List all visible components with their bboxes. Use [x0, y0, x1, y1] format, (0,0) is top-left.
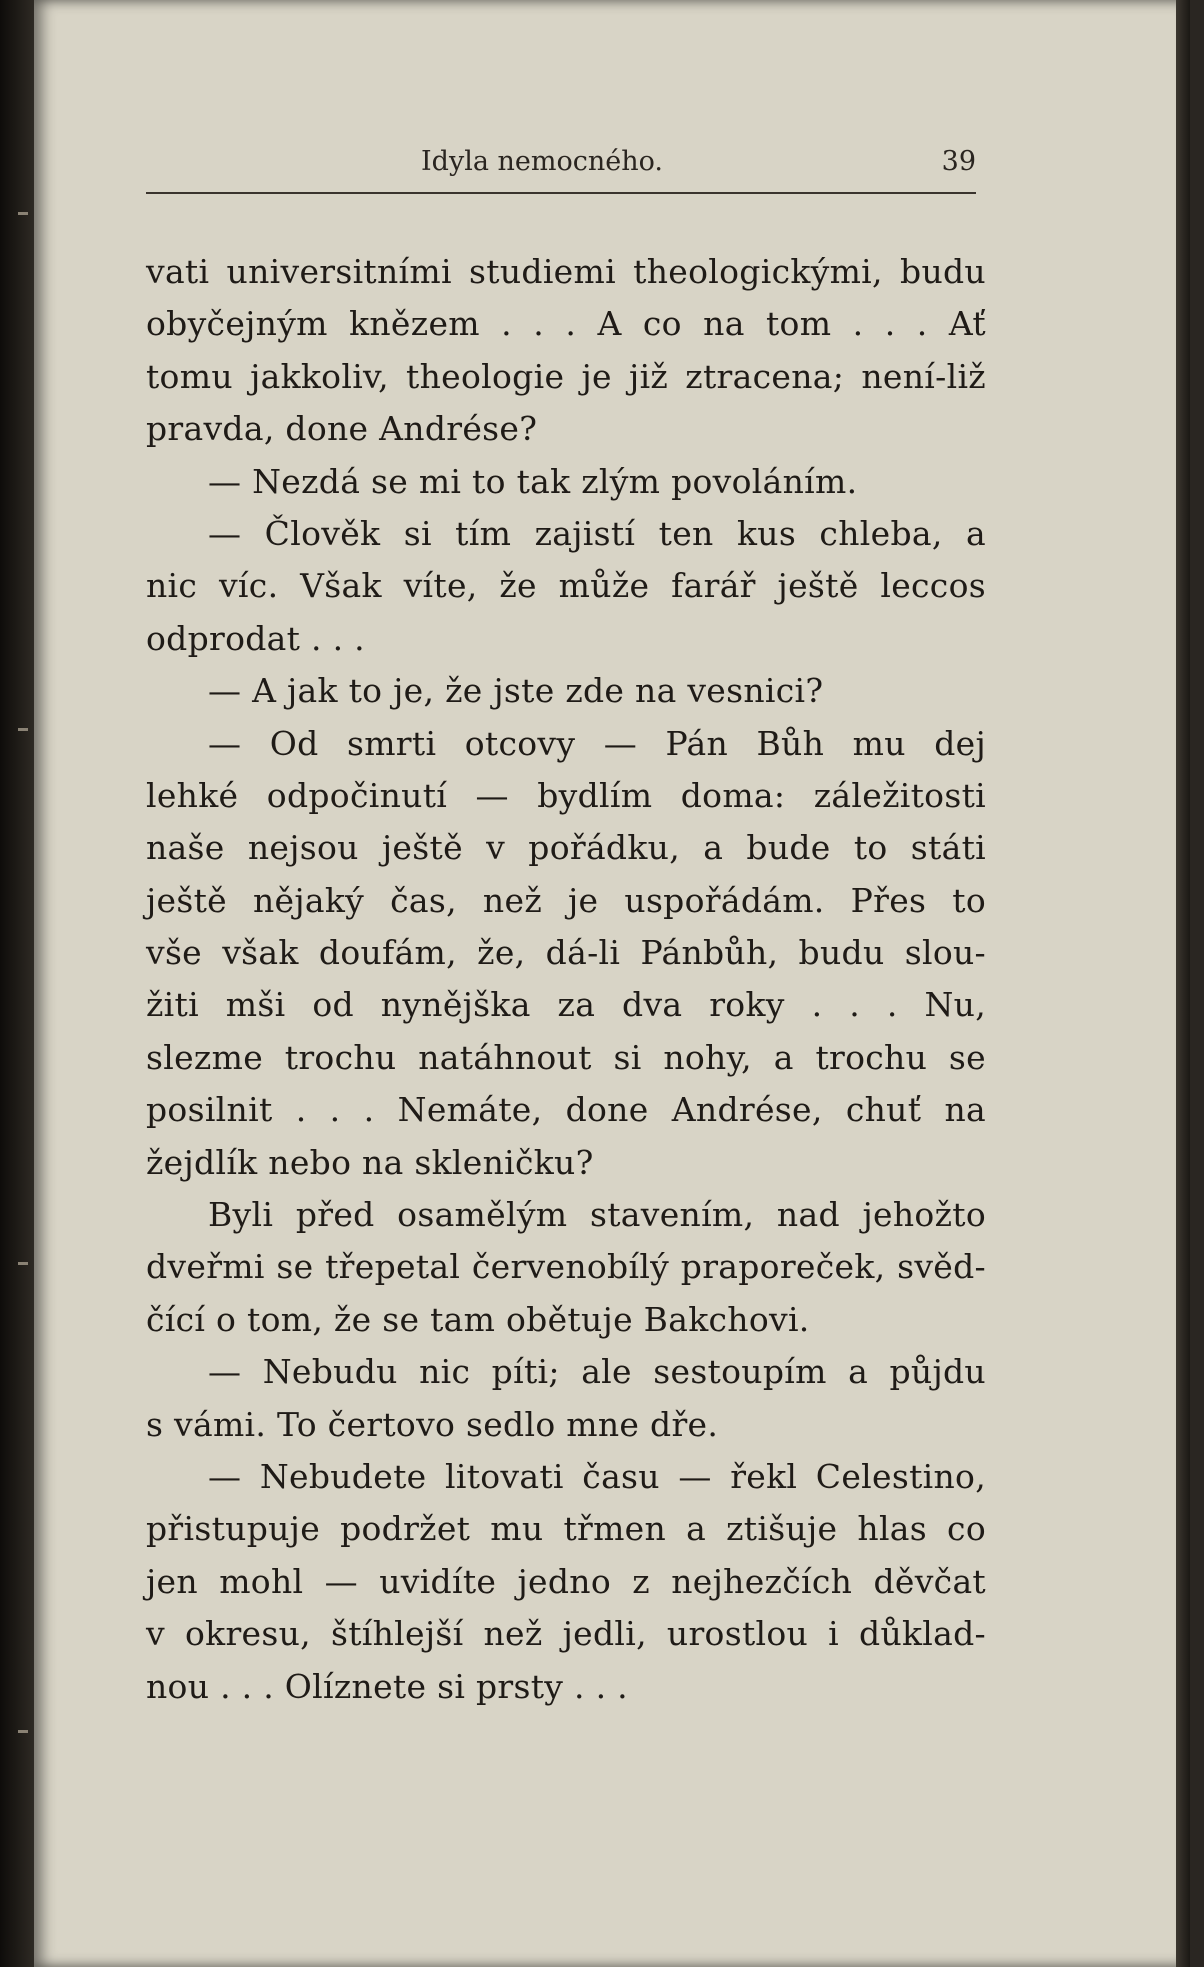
running-header — [146, 140, 976, 184]
text-line: odprodat . . . — [146, 618, 365, 658]
text-line: — A jak to je, že jste zde na vesnici? — [208, 671, 824, 711]
binding-thread-mark — [18, 212, 28, 215]
text-line: pravda, done Andrése? — [146, 409, 538, 449]
text-line: lehké odpočinutí — bydlím doma: záležitosti — [146, 775, 986, 815]
text-line: slezme trochu natáhnout si nohy, a trochu se — [146, 1037, 986, 1077]
text-line: ještě nějaký čas, než je uspořádám. Přes to — [146, 880, 986, 920]
book-spine-shadow — [0, 0, 34, 1967]
text-line: naše nejsou ještě v pořádku, a bude to státi — [146, 828, 986, 868]
binding-thread-mark — [18, 728, 28, 731]
text-line: čící o tom, že se tam obětuje Bakchovi. — [146, 1299, 810, 1339]
text-line: vše však doufám, že, dá-li Pánbůh, budu slou- — [146, 933, 986, 973]
text-line: Byli před osamělým stavením, nad jehožto — [208, 1195, 986, 1235]
text-line: vati universitními studiemi theologickými, budu — [146, 252, 986, 291]
header-rule — [146, 192, 976, 194]
body-text — [146, 246, 986, 1713]
text-line: — Od smrti otcovy — Pán Bůh mu dej — [208, 723, 986, 763]
text-line: žiti mši od nynějška za dva roky . . . Nu, — [146, 985, 986, 1025]
text-line: tomu jakkoliv, theologie je již ztracena; není-liž — [146, 356, 986, 396]
page-edge-shadow — [1176, 0, 1190, 1967]
text-line: — Nezdá se mi to tak zlým povoláním. — [208, 461, 858, 501]
binding-thread-mark — [18, 1730, 28, 1733]
text-line: obyčejným knězem . . . A co na tom . . . Ať — [146, 304, 986, 344]
text-line: — Nebudu nic píti; ale sestoupím a půjdu — [208, 1352, 986, 1392]
text-line: dveřmi se třepetal červenobílý praporeček, svěd- — [146, 1247, 986, 1287]
text-line: nou . . . Olíznete si prsty . . . — [146, 1666, 628, 1706]
text-line: posilnit . . . Nemáte, done Andrése, chuť na — [146, 1090, 986, 1130]
binding-thread-mark — [18, 1262, 28, 1265]
text-line: — Člověk si tím zajistí ten kus chleba, a — [208, 513, 986, 553]
text-line: jen mohl — uvidíte jedno z nejhezčích děvčat — [146, 1561, 986, 1601]
text-line: přistupuje podržet mu třmen a ztišuje hlas co — [146, 1509, 986, 1549]
text-line: — Nebudete litovati času — řekl Celestino, — [208, 1456, 986, 1496]
text-line: nic víc. Však víte, že může farář ještě leccos — [146, 566, 986, 606]
page-number: 39 — [941, 146, 976, 177]
running-title: Idyla nemocného. — [421, 146, 663, 177]
text-line: žejdlík nebo na skleničku? — [146, 1142, 594, 1182]
text-line: s vámi. To čertovo sedlo mne dře. — [146, 1404, 719, 1444]
text-line: v okresu, štíhlejší než jedli, urostlou i důklad- — [146, 1614, 986, 1654]
